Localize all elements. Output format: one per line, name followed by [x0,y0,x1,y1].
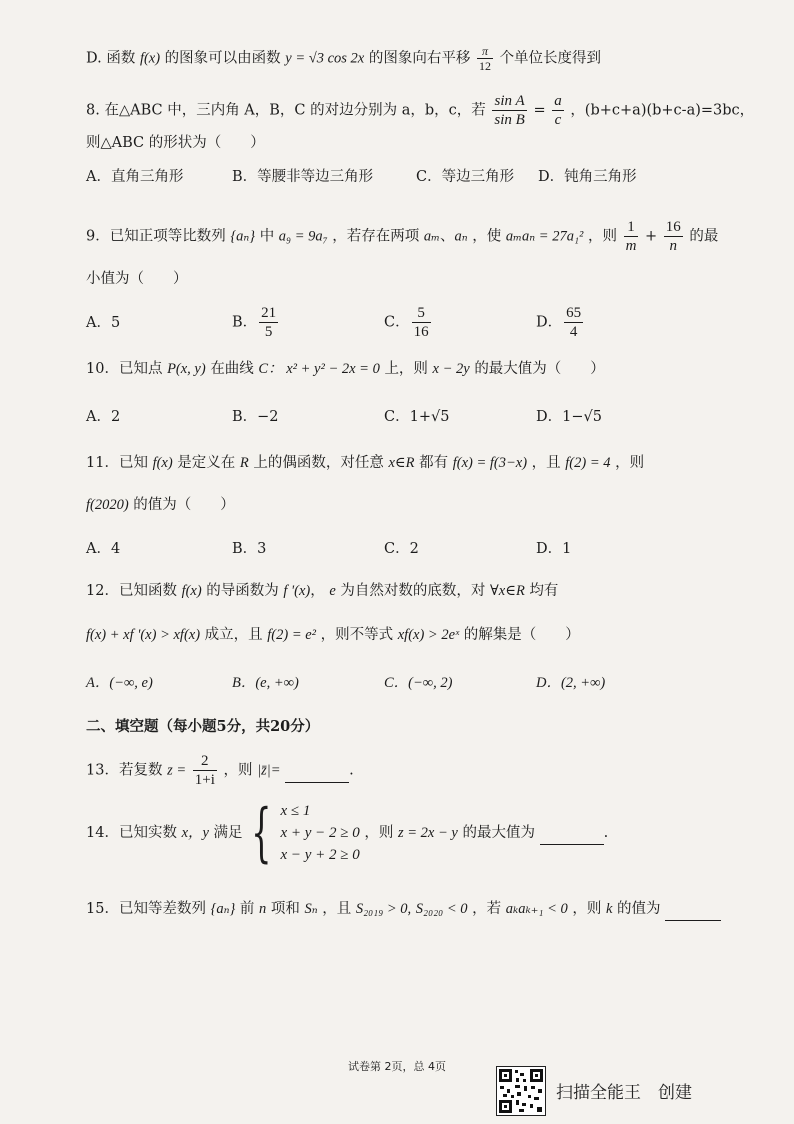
q9-option-c[interactable]: C． $\frac{5}{16}$ [384,305,429,340]
q12-option-d[interactable]: D．(2, +∞) [536,675,606,691]
scanner-watermark: 扫描全能王 创建 [556,1083,692,1103]
q9-option-b[interactable]: B． $\frac{21}{5}$ [232,305,277,340]
q9-option-a[interactable]: A．5 [86,315,121,331]
q8-option-b[interactable]: B．等腰非等边三角形 [232,169,374,185]
fraction: $\frac{2}{1+i}$ [194,753,215,788]
q8-option-c[interactable]: C．等边三角形 [416,169,515,185]
q11-stem: 11．已知 f(x) 是定义在 R 上的偶函数，对任意 x∈R 都有 f(x) = f(3−x) ，且 f(2) = 4 ，则 [86,455,645,471]
q10-option-d[interactable]: D．1−√5 [536,409,602,425]
q11-option-a[interactable]: A．4 [86,541,121,557]
answer-blank[interactable] [540,822,604,845]
q9-stem-line2: 小值为（ ） [86,271,188,287]
q12-option-b[interactable]: B．(e, +∞) [232,675,299,691]
page-footer: 试卷第 2页，总 4页 [348,1060,446,1073]
q13-stem: 13．若复数 z = $\frac{2}{1+i}$ ，则 |z̄|= . [86,753,354,788]
fraction: $\frac{1}{m}$ [625,219,637,254]
q11-option-d[interactable]: D．1 [536,541,572,557]
q11-stem-line2: f(2020) 的值为（ ） [86,497,235,513]
answer-blank[interactable] [285,760,349,783]
answer-blank[interactable] [665,898,721,921]
fraction: $\frac{\pi}{12}$ [478,44,491,73]
q10-option-b[interactable]: B．−2 [232,409,279,425]
q11-option-c[interactable]: C．2 [384,541,419,557]
fraction: $\frac{\text{sin A}}{\text{sin B}}$ [494,93,525,128]
q8-stem: 8. 在△ABC 中，三内角 A，B，C 的对边分别为 a，b，c，若 $\frac{\text{sin A}}{\text{sin B}}$ = $\frac{a}{c}$ ，(b+c+a)(b+c-a)=3bc， [86,93,755,128]
fraction: $\frac{21}{5}$ [261,305,277,340]
q15-stem: 15．已知等差数列 {aₙ} 前 n 项和 Sₙ ，且 S₂₀₁₉ > 0, S₂₀₂₀ < 0 ，若 aₖaₖ₊₁ < 0 ，则 k 的值为 [86,898,721,921]
q10-stem: 10．已知点 P(x, y) 在曲线 C： x² + y² − 2x = 0 上，则 x − 2y 的最大值为（ ） [86,361,605,377]
q8-option-d[interactable]: D．钝角三角形 [538,169,637,185]
inequality-system: x ≤ 1 x + y − 2 ≥ 0 x − y + 2 ≥ 0 [280,803,360,863]
fraction: $\frac{65}{4}$ [566,305,582,340]
q8-option-a[interactable]: A．直角三角形 [86,169,184,185]
q12-stem-line2: f(x) + xf '(x) > xf(x) 成立，且 f(2) = e² ，则不等式 xf(x) > 2eˣ 的解集是（ ） [86,627,580,643]
brace: { [251,796,272,870]
q9-option-d[interactable]: D． $\frac{65}{4}$ [536,305,582,340]
fraction: $\frac{5}{16}$ [413,305,429,340]
q11-option-b[interactable]: B．3 [232,541,267,557]
q8-stem-line2: 则△ABC 的形状为（ ） [86,135,265,151]
fraction: $\frac{a}{c}$ [554,93,562,128]
q9-stem: 9．已知正项等比数列 {aₙ} 中 a₉ = 9a₇ ，若存在两项 aₘ、aₙ ，使 aₘaₙ = 27a₁² ，则 $\frac{1}{m}$ + $\frac{16}{n}$ 的最 [86,219,719,254]
q10-option-a[interactable]: A．2 [86,409,121,425]
q7-option-d: D. 函数 f(x) 的图象可以由函数 y = √3 cos 2x 的图象向右平移 $\frac{\pi}{12}$ 个单位长度得到 [86,44,602,73]
qr-code-icon [496,1066,546,1116]
section-heading: 二、填空题（每小题5分，共20分） [86,718,320,735]
q12-stem: 12．已知函数 f(x) 的导函数为 f '(x)， e 为自然对数的底数，对 ∀x∈R 均有 [86,583,559,599]
q12-option-a[interactable]: A．(−∞, e) [86,675,153,691]
fraction: $\frac{16}{n}$ [665,219,681,254]
q14-stem: 14．已知实数 x，y 满足 { x ≤ 1 x + y − 2 ≥ 0 x − y + 2 ≥ 0 ，则 z = 2x − y 的最大值为 . [86,796,609,870]
q10-option-c[interactable]: C．1+√5 [384,409,450,425]
q12-option-c[interactable]: C．(−∞, 2) [384,675,453,691]
